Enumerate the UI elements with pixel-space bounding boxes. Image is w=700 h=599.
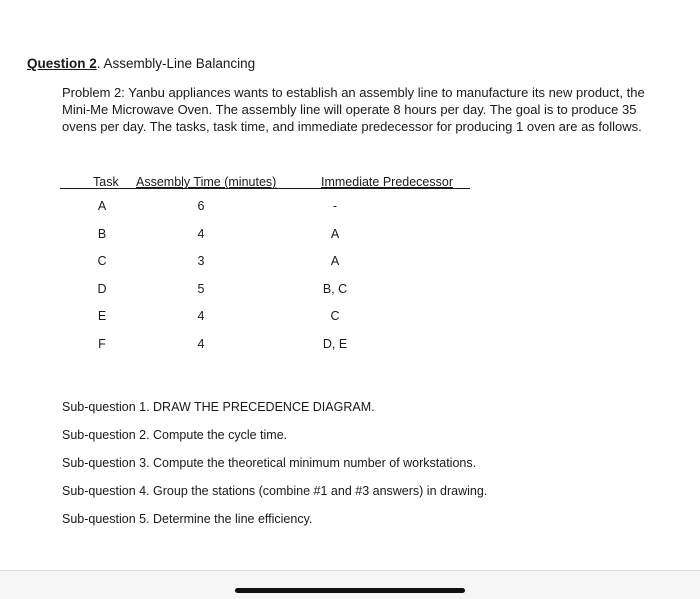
table-row: [60, 274, 470, 302]
cell-predecessor: C: [330, 309, 340, 323]
sub-question-3: Sub-question 3. Compute the theoretical minimum number of workstations.: [62, 456, 477, 470]
cell-task: F: [98, 336, 106, 351]
question-heading: [27, 56, 255, 71]
cell-task: E: [97, 309, 107, 323]
cell-predecessor: A: [330, 254, 340, 268]
cell-predecessor: D, E: [322, 336, 348, 351]
table-row: [60, 219, 470, 247]
cell-predecessor: -: [332, 199, 338, 213]
cell-time: 6: [197, 199, 205, 213]
cell-time: 4: [197, 336, 205, 351]
sub-question-5: Sub-question 5. Determine the line efficiency.: [62, 512, 313, 526]
cell-time: 4: [197, 309, 205, 323]
header-time: Assembly Time (minutes): [136, 175, 277, 189]
problem-statement: Problem 2: Yanbu appliances wants to establish an assembly line to manufacture its new product, the Mini-Me Microwave Oven. The assembly line will operate 8 hours per day. The goal is to produce 35 ovens per day. The tasks, task time, and immediate predecessor for producing 1 oven are as follows.: [62, 85, 645, 134]
cell-task: A: [97, 199, 107, 213]
cell-task: B: [97, 226, 107, 241]
question-title: . Assembly-Line Balancing: [96, 56, 256, 71]
cell-task: C: [97, 254, 107, 268]
sub-question-1: Sub-question 1. DRAW THE PRECEDENCE DIAGRAM.: [62, 400, 375, 414]
sub-question-2: Sub-question 2. Compute the cycle time.: [62, 428, 288, 442]
task-table: [60, 173, 470, 356]
bottom-bar: [0, 570, 700, 599]
table-row: [60, 191, 470, 219]
header-predecessor: Immediate Predecessor: [321, 175, 454, 189]
sub-question-4: Sub-question 4. Group the stations (combine #1 and #3 answers) in drawing.: [62, 484, 488, 498]
cell-time: 4: [197, 226, 205, 241]
table-header: [60, 173, 470, 191]
cell-task: D: [97, 281, 107, 296]
cell-predecessor: B, C: [322, 281, 348, 296]
sub-question-list: [62, 398, 487, 538]
home-indicator[interactable]: [235, 588, 465, 593]
cell-predecessor: A: [330, 226, 340, 241]
table-row: [60, 329, 470, 357]
table-row: [60, 246, 470, 274]
question-label: Question 2: [27, 56, 97, 71]
table-row: [60, 301, 470, 329]
cell-time: 5: [197, 281, 205, 296]
cell-time: 3: [197, 254, 205, 268]
header-task: Task: [93, 175, 119, 189]
